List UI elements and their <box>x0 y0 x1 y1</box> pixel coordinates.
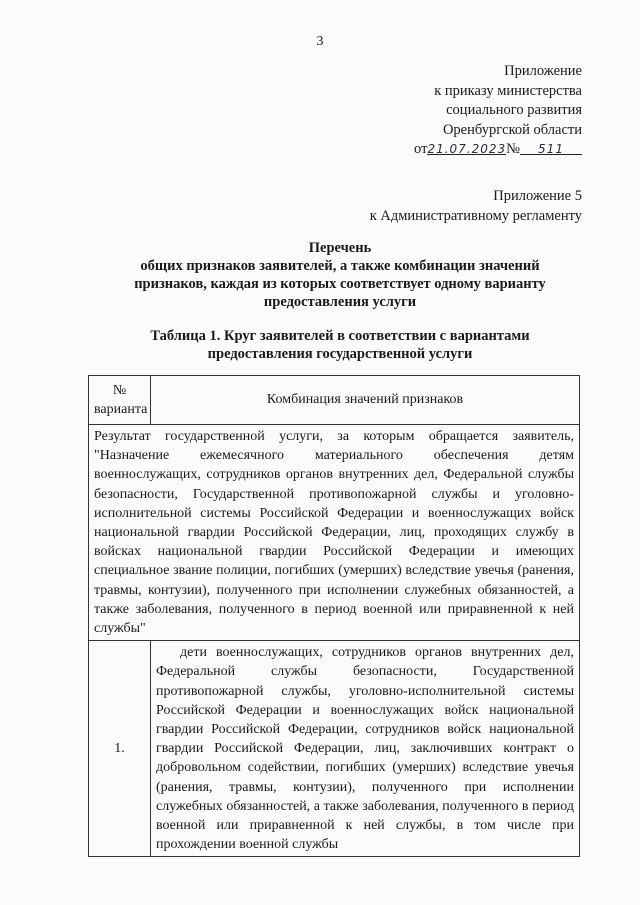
appendix-5-ref: к Административному регламенту <box>369 207 582 224</box>
title-line-3: признаков, каждая из которых соответствует одному варианту <box>134 276 546 292</box>
order-date-field <box>427 140 506 155</box>
scope-description: Результат государственной услуги, за которым обращается заявитель, "Назначение ежемесячного материального обеспечения детям военнослужащих, сотрудников органов внутренних дел, Федеральной службы безопасности, Государственной противопожарной службы и уголовно-исполнительной системы Российской Федерации и военнослужащих войск национальной гвардии Российской Федерации, лиц, проходящих службу в войсках национальной гвардии Российской Федерации и имеющих специальное звание полиции, погибших (умерших) вследствие увечья (ранения, травмы, контузии), полученного при исполнении служебных обязанностей, а также заболевания, полученного в период военной или приравненной к ней службы" <box>89 425 580 641</box>
document-title <box>96 239 584 311</box>
table-scope-row <box>89 425 580 641</box>
table-title-line-2: предоставления государственной услуги <box>207 346 473 362</box>
regulation-appendix-block <box>370 187 582 226</box>
title-line-1: Перечень <box>308 240 372 256</box>
header-num-sign: № <box>112 382 127 398</box>
applicants-table <box>88 375 580 857</box>
appendix-order-ref: к приказу министерства <box>434 82 582 99</box>
appendix-5-label: Приложение 5 <box>493 188 582 204</box>
header-variant-number <box>89 376 151 425</box>
order-date-number <box>414 140 582 160</box>
order-number-field <box>520 140 582 155</box>
title-line-2: общих признаков заявителей, а также комбинации значений <box>140 258 540 274</box>
appendix-region: Оренбургской области <box>442 121 582 138</box>
variant-criteria: дети военнослужащих, сотрудников органов внутренних дел, Федеральной службы безопасности, Государственной противопожарной службы, уголовно-исполнительной системы Российской Федерации и военнослужащих войск национальной гвардии Российской Федерации, сотрудников войск национальной гвардии Российской Федерации, лиц, заключивших контракт о добровольном содействии, погибших (умерших) вследствие увечья (ранения, травмы, контузии), полученного при исполнении служебных обязанностей, а также заболевания, полученного в период военной или приравненной к ней службы, в том числе при прохождении военной службы <box>151 641 580 857</box>
header-combination: Комбинация значений признаков <box>151 376 580 425</box>
variant-number: 1. <box>89 641 151 857</box>
title-line-4: предоставления услуги <box>263 294 417 310</box>
table-row <box>89 641 580 857</box>
order-no-sign: № <box>506 141 520 157</box>
page-number: 3 <box>316 34 324 49</box>
header-variant-word: варианта <box>94 402 148 417</box>
appendix-ministry: социального развития <box>446 102 582 118</box>
table-title <box>96 327 584 363</box>
order-appendix-block <box>414 62 582 160</box>
order-number: 511 <box>538 142 564 156</box>
table-header-row <box>89 376 580 425</box>
appendix-label: Приложение <box>504 63 582 79</box>
order-date: 21.07.2023 <box>427 142 507 156</box>
order-prefix: от <box>414 141 428 157</box>
table-title-line-1: Таблица 1. Круг заявителей в соответствии с вариантами <box>150 328 530 344</box>
